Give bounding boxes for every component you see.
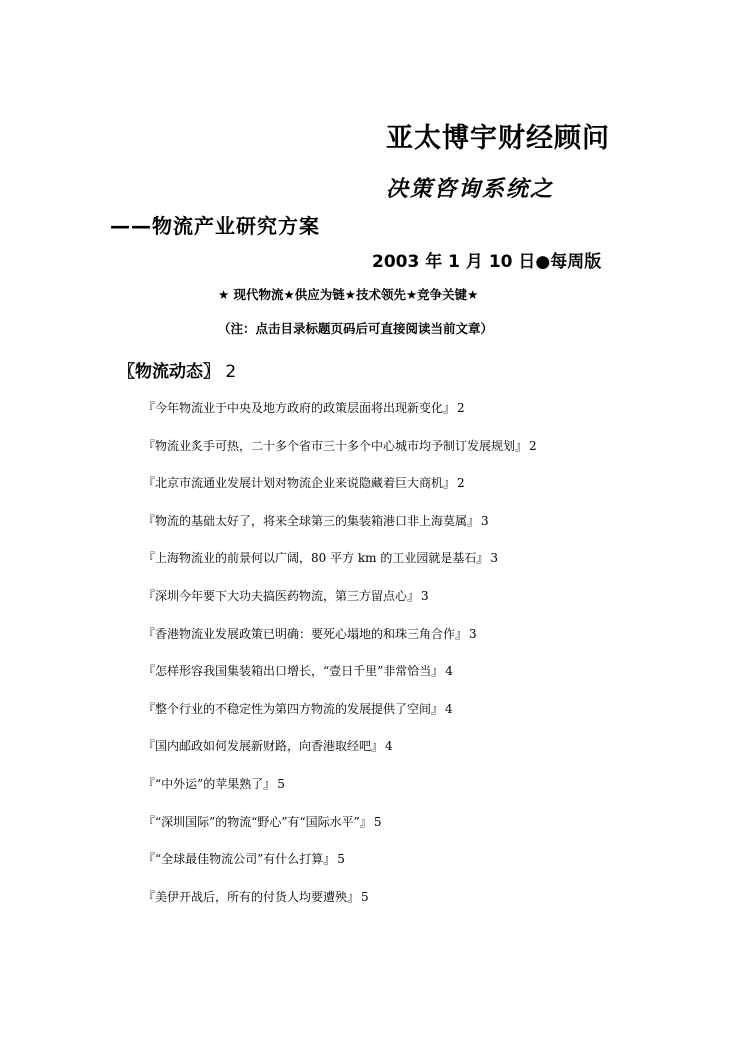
document-subtitle: 决策咨询系统之	[386, 176, 555, 202]
toc-item-page[interactable]: 3	[490, 551, 499, 566]
edition-date: 2003 年 1 月 10 日●每周版	[372, 252, 602, 272]
toc-item-title: 『“中外运”的苹果熟了』	[143, 776, 276, 791]
document-title: 亚太博宇财经顾问	[386, 123, 610, 154]
usage-note: （注：点击目录标题页码后可直接阅读当前文章）	[218, 321, 494, 336]
toc-item[interactable]	[143, 811, 537, 849]
toc-item[interactable]	[143, 510, 537, 548]
toc-item[interactable]	[143, 623, 537, 661]
toc-item[interactable]	[143, 660, 537, 698]
toc-item[interactable]	[143, 735, 537, 773]
toc-item-title: 『“深圳国际”的物流“野心”有“国际水平”』	[143, 814, 372, 829]
topic-heading: ——物流产业研究方案	[110, 214, 320, 238]
toc-item-title: 『整个行业的不稳定性为第四方物流的发展提供了空间』	[143, 701, 444, 716]
toc-item-page[interactable]: 5	[373, 814, 382, 829]
toc-item[interactable]	[143, 397, 537, 435]
toc-item-title: 『上海物流业的前景何以广阔，80 平方 km 的工业园就是基石』	[143, 551, 489, 566]
toc-item-page[interactable]: 5	[277, 776, 285, 791]
toc-item-page[interactable]: 2	[457, 401, 465, 415]
toc-item-title: 『国内邮政如何发展新财路，向香港取经吧』	[143, 739, 384, 754]
section-page-number[interactable]: 2	[225, 362, 237, 382]
toc-item-title: 『今年物流业于中央及地方政府的政策层面将出现新变化』	[143, 401, 456, 415]
toc-item-title: 『物流的基础太好了，将来全球第三的集装箱港口非上海莫属』	[143, 513, 480, 528]
toc-item-page[interactable]: 5	[361, 889, 369, 904]
slogan-line: ★ 现代物流★供应为链★技术领先★竞争关键★	[218, 287, 479, 302]
toc-item-page[interactable]: 2	[457, 476, 465, 491]
toc-item[interactable]	[143, 773, 537, 811]
toc-item-title: 『香港物流业发展政策已明确：要死心塌地的和珠三角合作』	[143, 626, 468, 641]
toc-item[interactable]	[143, 848, 537, 886]
toc-item-title: 『“全球最佳物流公司”有什么打算』	[143, 852, 336, 867]
toc-item-page[interactable]: 3	[481, 513, 489, 528]
section-label: 〖物流动态〗	[118, 362, 220, 382]
toc-item[interactable]	[143, 698, 537, 736]
toc-item[interactable]	[143, 547, 537, 585]
toc-item-page[interactable]: 2	[529, 438, 537, 453]
toc-item-title: 『深圳今年要下大功夫搞医药物流，第三方留点心』	[143, 588, 420, 603]
toc-item-title: 『物流业炙手可热，二十多个省市三十多个中心城市均予制订发展规划』	[143, 438, 528, 453]
toc-item-page[interactable]: 5	[337, 852, 345, 867]
toc-item-page[interactable]: 4	[445, 664, 453, 679]
toc-item-page[interactable]: 4	[385, 739, 393, 754]
toc-item-page[interactable]: 3	[469, 626, 477, 641]
toc-item[interactable]	[143, 886, 537, 924]
toc-item-title: 『美伊开战后，所有的付货人均要遭殃』	[143, 889, 360, 904]
toc-item[interactable]	[143, 472, 537, 510]
toc-item-title: 『怎样形容我国集装箱出口增长，“壹日千里”非常恰当』	[143, 664, 444, 679]
toc-item-title: 『北京市流通业发展计划对物流企业来说隐藏着巨大商机』	[143, 476, 456, 491]
table-of-contents	[143, 397, 537, 923]
toc-item-page[interactable]: 4	[445, 701, 453, 716]
section-heading[interactable]	[118, 357, 236, 382]
toc-item-page[interactable]: 3	[421, 588, 429, 603]
toc-item[interactable]	[143, 585, 537, 623]
toc-item[interactable]	[143, 435, 537, 473]
